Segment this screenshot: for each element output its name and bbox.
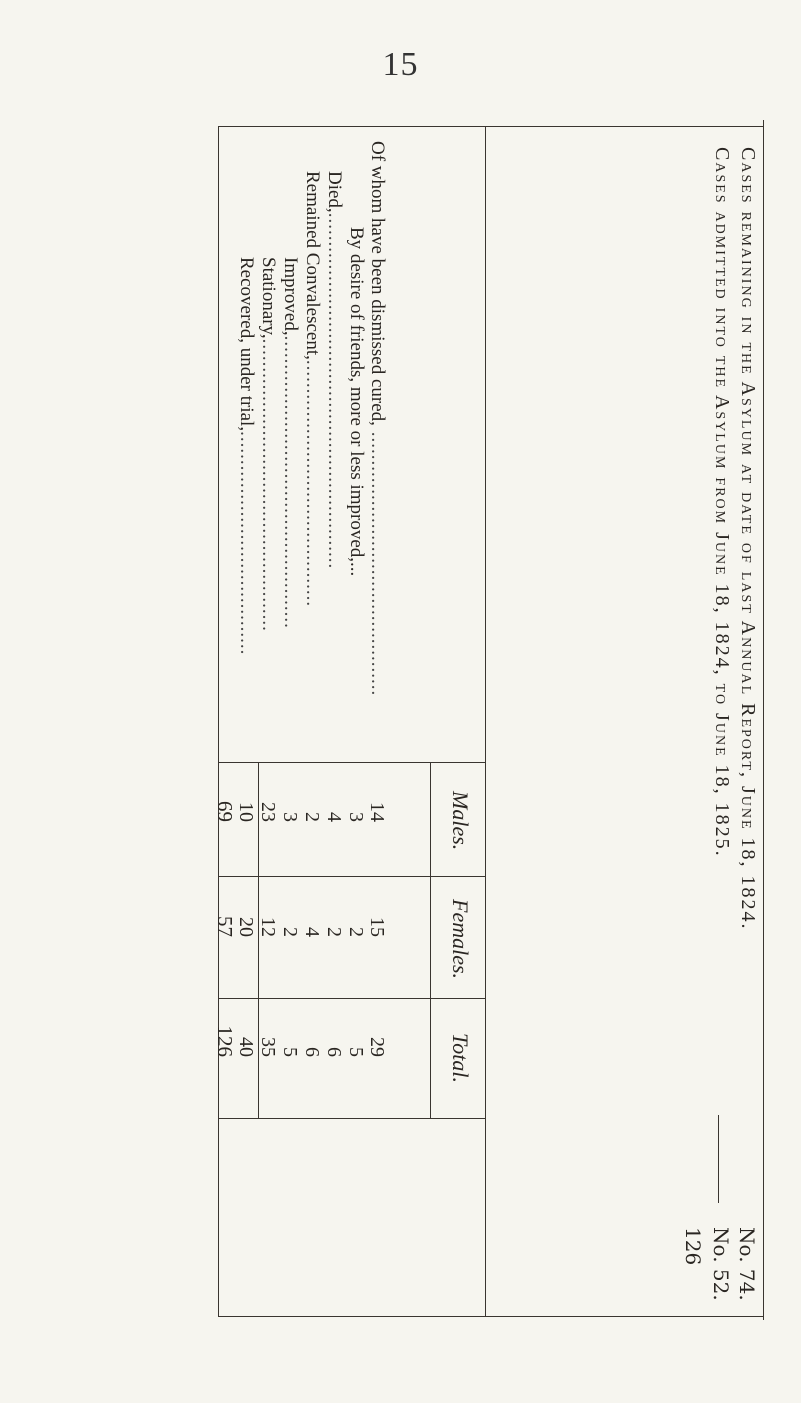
page-number: 15 [382,46,419,83]
rotated-table [203,127,763,1317]
total-all: 126 [213,1025,237,1057]
row-label-desire-of-friends: By desire of friends, more or less improved,... [346,227,367,577]
cell-total-4: 5 [279,1047,301,1057]
header-line-1-number: No. 74. [735,1227,759,1301]
cell-total-0: 29 [366,1037,388,1057]
row-label-dismissed-cured: Of whom have been dismissed cured, .............................................. [367,141,388,697]
row-label-improved: Improved,................................................... [280,257,301,629]
col-head-total: Total. [448,1033,473,1083]
cell-males-6: 10 [235,802,257,822]
leader-dots: .............................................................. [324,212,345,570]
cell-females-3: 4 [301,927,323,937]
col-head-males: Males. [448,791,473,851]
row-label-died: Died,.............................................................. [324,171,345,570]
leader-dots: ................................................... [258,338,279,632]
cell-females-2: 2 [323,927,345,937]
header-line-1: Cases remaining in the Asylum at date of last Annual Report, June 18, 1824. [737,147,759,931]
total-females: 57 [213,916,237,937]
cell-total-6: 40 [235,1037,257,1057]
cell-females-4: 2 [279,927,301,937]
leader-dots: ........................................... [302,359,323,608]
total-males: 69 [213,801,237,822]
col-head-females: Females. [448,899,473,980]
cell-males-0: 14 [366,802,388,822]
cell-females-0: 15 [366,917,388,937]
cell-total-2: 6 [323,1047,345,1057]
cell-males-1: 3 [345,812,367,822]
cell-total-1: 5 [345,1047,367,1057]
leader-dots: .............................................. [367,425,388,697]
header-sum-total: 126 [681,1227,705,1266]
cell-total-5: 35 [257,1037,279,1057]
cell-females-1: 2 [345,927,367,937]
row-label-recovered-under-trial: Recovered, under trial,....................................... [236,257,257,656]
header-line-2: Cases admitted into the Asylum from June 18, 1824, to June 18, 1825. [711,147,733,858]
cell-females-6: 20 [235,917,257,937]
row-label-remained-convalescent: Remained Convalescent,........................................... [302,171,323,608]
leader-dots: ................................................... [280,335,301,629]
header-line-2-number: No. 52. [709,1227,733,1301]
cell-males-4: 3 [279,812,301,822]
cell-males-2: 4 [323,812,345,822]
leader-dots: ....................................... [236,431,257,656]
table-right-rule [763,120,764,1320]
cell-females-5: 12 [257,917,279,937]
row-label-stationary: Stationary,................................................... [258,257,279,632]
cell-males-5: 23 [257,802,279,822]
cell-males-3: 2 [301,812,323,822]
cell-total-3: 6 [301,1047,323,1057]
